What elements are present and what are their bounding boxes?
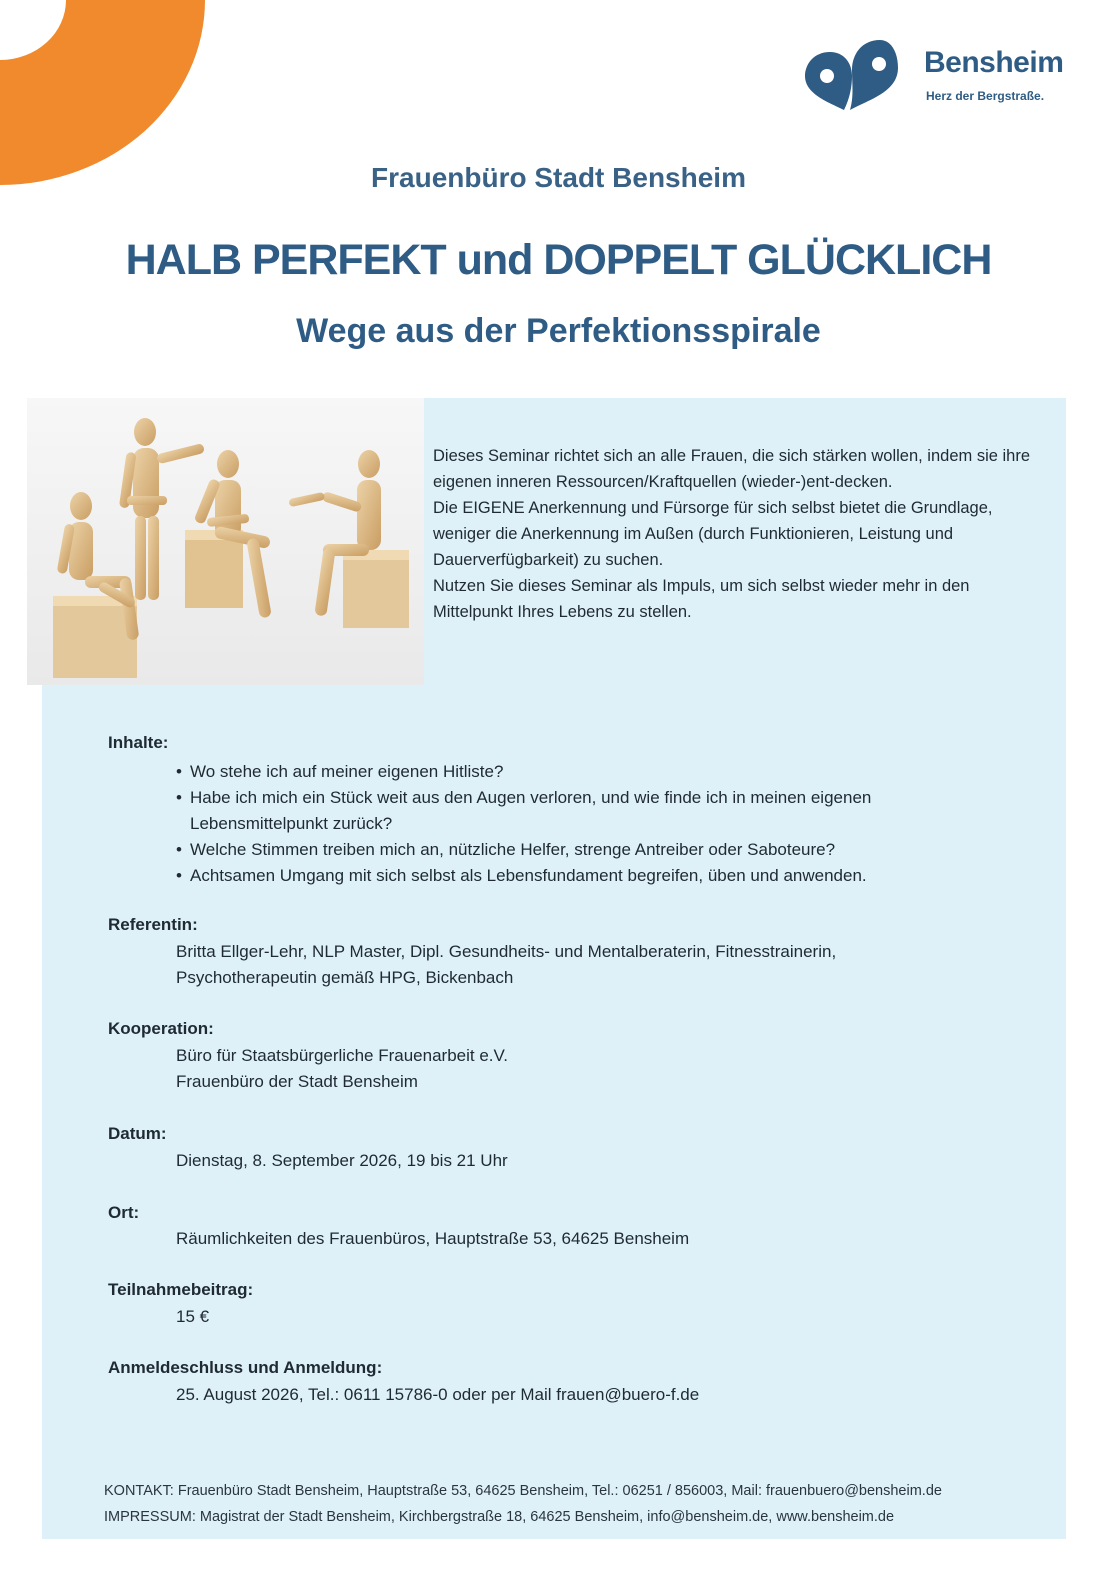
anmeldung-value bbox=[176, 1382, 1036, 1408]
beitrag-label: Teilnahmebeitrag: bbox=[108, 1280, 254, 1299]
kooperation-line-1: Büro für Staatsbürgerliche Frauenarbeit e.V. bbox=[176, 1046, 509, 1065]
list-item: • Welche Stimmen treiben mich an, nützliche Helfer, strenge Antreiber oder Saboteure? bbox=[176, 837, 1036, 863]
list-item: • Achtsamen Umgang mit sich selbst als Lebensfundament begreifen, üben und anwenden. bbox=[176, 863, 1036, 889]
office-heading: Frauenbüro Stadt Bensheim bbox=[371, 162, 746, 193]
kooperation-details bbox=[176, 1043, 1036, 1095]
page-subtitle: Wege aus der Perfektionsspirale bbox=[296, 312, 821, 350]
brand-tagline: Herz der Bergstraße. bbox=[926, 89, 1045, 103]
anmeldung-text: 25. August 2026, Tel.: 0611 15786-0 oder per Mail frauen@buero-f.de bbox=[176, 1385, 700, 1404]
inhalte-list bbox=[176, 759, 1036, 889]
intro-paragraph-2: Die EIGENE Anerkennung und Fürsorge für sich selbst bietet die Grundlage, weniger die Anerkennung im Außen (durch Funktionieren, Leistung und Dauerverfügbarkeit) zu suchen. bbox=[433, 499, 993, 569]
referentin-line-2: Psychotherapeutin gemäß HPG, Bickenbach bbox=[176, 968, 514, 987]
list-item: • Wo stehe ich auf meiner eigenen Hitliste? bbox=[176, 759, 1036, 785]
referentin-label: Referentin: bbox=[108, 915, 198, 934]
wooden-mannequin-figures-icon bbox=[27, 398, 424, 685]
datum-value bbox=[176, 1148, 1036, 1174]
intro-paragraph-3: Nutzen Sie dieses Seminar als Impuls, um sich selbst wieder mehr in den Mittelpunkt Ihres Lebens zu stellen. bbox=[433, 577, 970, 621]
beitrag-value bbox=[176, 1304, 1036, 1330]
ort-value bbox=[176, 1226, 1036, 1252]
heart-shaped-speech-bubbles-icon bbox=[802, 36, 922, 116]
footer-kontakt: KONTAKT: Frauenbüro Stadt Bensheim, Hauptstraße 53, 64625 Bensheim, Tel.: 06251 / 856003, Mail: frauenbuero@bensheim.de bbox=[104, 1483, 942, 1499]
bensheim-logo[interactable] bbox=[802, 36, 1092, 116]
intro-paragraph-1: Dieses Seminar richtet sich an alle Frauen, die sich stärken wollen, indem sie ihre eigenen inneren Ressourcen/Kraftquellen (wieder-)ent-decken. bbox=[433, 447, 1031, 491]
referentin-line-1: Britta Ellger-Lehr, NLP Master, Dipl. Gesundheits- und Mentalberaterin, Fitnesstrainerin, bbox=[176, 942, 837, 961]
footer bbox=[104, 1478, 1064, 1530]
list-item: • Habe ich mich ein Stück weit aus den Augen verloren, und wie finde ich in meinen eigenen Lebensmittelpunkt zurück? bbox=[176, 785, 990, 837]
datum-label: Datum: bbox=[108, 1124, 167, 1143]
footer-impressum: IMPRESSUM: Magistrat der Stadt Bensheim, Kirchbergstraße 18, 64625 Bensheim, info@bensheim.de, www.bensheim.de bbox=[104, 1509, 895, 1525]
brand-name: Bensheim bbox=[924, 46, 1064, 79]
ort-text: Räumlichkeiten des Frauenbüros, Hauptstraße 53, 64625 Bensheim bbox=[176, 1229, 690, 1248]
referentin-details bbox=[176, 939, 1036, 991]
ort-label: Ort: bbox=[108, 1203, 140, 1222]
beitrag-text: 15 € bbox=[176, 1307, 210, 1326]
inhalte-label: Inhalte: bbox=[108, 733, 169, 752]
intro-text bbox=[433, 443, 1053, 625]
kooperation-line-2: Frauenbüro der Stadt Bensheim bbox=[176, 1072, 418, 1091]
anmeldung-label: Anmeldeschluss und Anmeldung: bbox=[108, 1358, 383, 1377]
kooperation-label: Kooperation: bbox=[108, 1019, 214, 1038]
datum-text: Dienstag, 8. September 2026, 19 bis 21 Uhr bbox=[176, 1151, 508, 1170]
page-title: HALB PERFEKT und DOPPELT GLÜCKLICH bbox=[125, 236, 992, 284]
